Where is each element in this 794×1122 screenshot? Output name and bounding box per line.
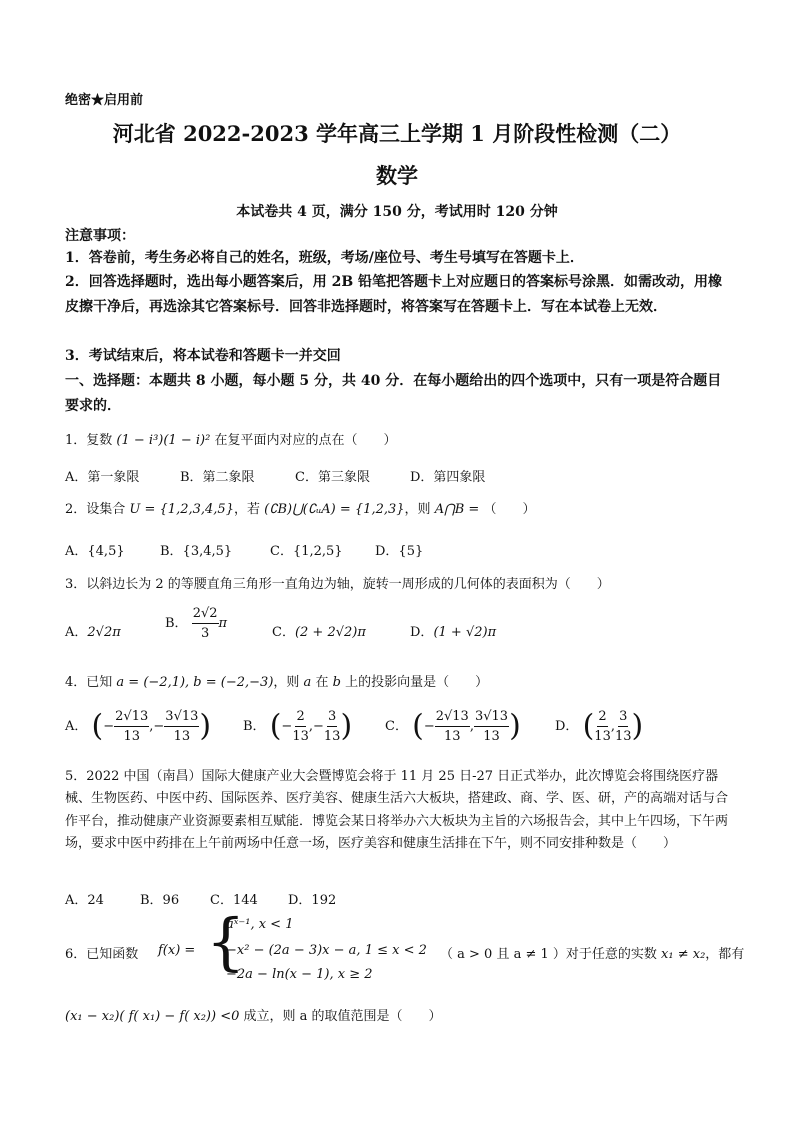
q3-option-c-label: C． xyxy=(272,625,295,640)
question-3: 3．以斜边长为 2 的等腰直角三角形一直角边为轴，旋转一周形成的几何体的表面积为（ ） xyxy=(65,577,610,592)
q5-option-d: D．192 xyxy=(288,893,337,908)
q6-x1x2: x₁ ≠ x₂ xyxy=(661,947,706,962)
q4-option-d-frac2 xyxy=(615,709,632,744)
q4-option-b-num2: 3 xyxy=(327,709,337,727)
q6-prefix: 6．已知函数 xyxy=(65,947,139,962)
q4-option-b-frac1 xyxy=(292,709,309,744)
q2-expression: (∁B)⋃(∁ᵤA) = {1,2,3} xyxy=(264,502,405,517)
q4-option-a-frac1 xyxy=(114,709,149,744)
q1-option-c: C．第三象限 xyxy=(295,470,370,485)
q6-tail: ，都有 xyxy=(705,947,745,962)
q4-option-d-num2: 3 xyxy=(618,709,628,727)
q4-option-d-den2: 13 xyxy=(614,729,632,744)
q4-option-a-paren-close: ) xyxy=(199,708,212,744)
q3-option-d-value: (1 + √2)π xyxy=(433,625,497,640)
q4-option-d-label: D． xyxy=(555,719,579,734)
q4-option-c-label: C． xyxy=(385,719,408,734)
q1-option-a: A．第一象限 xyxy=(65,470,140,485)
q3-option-b-denominator: 3 xyxy=(200,626,210,641)
q2-option-c: C．{1,2,5} xyxy=(270,544,343,559)
q4-suffix: 上的投影向量是（ ） xyxy=(345,675,489,690)
q6-case-2: −x² − (2a − 3)x − a, 1 ≤ x < 2 xyxy=(226,943,427,958)
q3-option-b-fraction xyxy=(192,606,219,641)
q4-option-c-frac2 xyxy=(474,709,509,744)
q3-option-c xyxy=(272,621,366,640)
q4-option-b-paren-open: ( xyxy=(269,708,282,744)
q5-option-b: B．96 xyxy=(140,893,180,908)
secret-label: 绝密★启用前 xyxy=(65,93,144,108)
q3-option-b xyxy=(165,606,227,641)
q1-option-d: D．第四象限 xyxy=(410,470,486,485)
q2-mid2: ，则 xyxy=(404,502,431,517)
q2-option-d: D．{5} xyxy=(375,544,424,559)
question-1 xyxy=(65,429,396,448)
q3-option-b-pi: π xyxy=(218,616,228,631)
q3-option-a-label: A． xyxy=(65,625,88,640)
q6-inequality: (x₁ − x₂)( f( x₁) − f( x₂)) <0 xyxy=(65,1009,240,1024)
exam-title: 河北省 2022-2023 学年高三上学期 1 月阶段性检测（二） xyxy=(112,121,682,146)
q4-option-c-num2: 3√13 xyxy=(474,709,509,727)
q4-option-d-den1: 13 xyxy=(594,729,611,744)
q3-option-d xyxy=(410,621,496,640)
q6-case-3: −2a − ln(x − 1), x ≥ 2 xyxy=(226,967,373,982)
q2-set-u: U = {1,2,3,4,5} xyxy=(129,502,234,517)
question-4 xyxy=(65,671,488,690)
q3-option-b-label: B． xyxy=(165,616,188,631)
q4-option-d: D． ( $\frac{2}{13}$ , $\frac{3}{13}$ ) xyxy=(555,708,644,744)
q4-option-b-den1: 13 xyxy=(292,729,309,744)
section1-heading: 一、选择题：本题共 8 小题，每小题 5 分，共 40 分．在每小题给出的四个选项中，只有一项是符合题目要求的． xyxy=(65,373,722,414)
subject-title: 数学 xyxy=(376,163,418,188)
q4-option-b-label: B． xyxy=(243,719,266,734)
notice-item-2: 2．回答选择题时，选出每小题答案后，用 2B 铅笔把答题卡上对应题日的答案标号涂黑．如需改动，用橡皮擦干净后，再选涂其它答案标号．回答非选择题时，将答案写在答题卡上．写在本试卷上无效． xyxy=(65,274,723,315)
q4-option-d-frac1 xyxy=(594,709,611,744)
q3-option-d-label: D． xyxy=(410,625,434,640)
q1-prefix: 1．复数 xyxy=(65,433,113,448)
q6-line-2 xyxy=(65,1005,442,1024)
q4-option-a-label: A． xyxy=(65,719,88,734)
q4-option-b-den2: 13 xyxy=(323,729,341,744)
q4-option-a-num1: 2√13 xyxy=(114,709,149,727)
q4-option-c-paren-open: ( xyxy=(412,708,424,744)
q4-option-c-den2: 13 xyxy=(483,729,500,744)
q4-option-a-frac2 xyxy=(164,709,199,744)
q4-option-b-frac2 xyxy=(324,709,341,744)
q4-option-c-num1: 2√13 xyxy=(435,709,470,727)
notice-heading: 注意事项： xyxy=(65,228,135,244)
q6-line-2-text: 成立，则 a 的取值范围是（ ） xyxy=(243,1009,442,1024)
q6-fx: f(x) = xyxy=(158,943,196,958)
q6-brace: { xyxy=(206,905,246,978)
q2-option-a: A．{4,5} xyxy=(65,544,125,559)
q4-option-c-den1: 13 xyxy=(444,729,461,744)
q4-vector-a: a xyxy=(303,675,312,690)
q4-option-b-num1: 2 xyxy=(295,709,305,727)
q4-option-c-frac1 xyxy=(435,709,470,744)
q2-suffix: （ ） xyxy=(483,502,536,517)
q3-option-c-value: (2 + 2√2)π xyxy=(294,625,366,640)
q2-prefix: 2．设集合 xyxy=(65,502,126,517)
q3-option-a-value: 2√2π xyxy=(87,625,121,640)
q4-option-d-paren-close: ) xyxy=(631,708,644,744)
q3-option-b-numerator: 2√2 xyxy=(192,606,219,624)
q6-condition xyxy=(440,943,744,962)
q4-mid: ，则 xyxy=(273,675,300,690)
exam-info: 本试卷共 4 页，满分 150 分，考试用时 120 分钟 xyxy=(236,204,558,220)
q2-mid: ，若 xyxy=(233,502,260,517)
question-2 xyxy=(65,498,535,517)
notice-item-3: 3．考试结束后，将本试卷和答题卡一并交回 xyxy=(65,348,341,364)
q4-option-a-den2: 13 xyxy=(173,729,191,744)
q1-option-b: B．第二象限 xyxy=(180,470,255,485)
q4-vector-b: b xyxy=(332,675,341,690)
q1-expression: (1 − i³)(1 − i)² xyxy=(116,433,211,448)
q4-option-b-paren-close: ) xyxy=(340,708,353,744)
q6-condition-text: （ a > 0 且 a ≠ 1 ）对于任意的实数 xyxy=(440,947,657,962)
q4-option-d-num1: 2 xyxy=(597,709,607,727)
q4-prefix: 4．已知 xyxy=(65,675,113,690)
q5-option-a: A．24 xyxy=(65,893,104,908)
q4-on: 在 xyxy=(315,675,329,690)
q4-option-b: B． (− $\frac{2}{13}$ ,− $\frac{3}{13}$ ) xyxy=(243,708,353,744)
notice-item-1: 1．答卷前，考生务必将自己的姓名，班级，考场/座位号、考生号填写在答题卡上． xyxy=(65,250,584,266)
q2-expression-2: A⋂B = xyxy=(434,502,480,517)
q4-vectors: a = (−2,1), b = (−2,−3) xyxy=(116,675,274,690)
q5-option-c: C．144 xyxy=(210,893,258,908)
q4-option-a: A． (− $\frac{2√13}{13}$ ,− $\frac{3√13}{13}$ ) xyxy=(65,708,212,744)
q2-option-b: B．{3,4,5} xyxy=(160,544,233,559)
question-5: 5．2022 中国（南昌）国际大健康产业大会暨博览会将于 11 月 25 日-27 日正式举办，此次博览会将围绕医疗器械、生物医药、中医中药、国际医养、医疗美容、健康生活六大板块，搭建政、商、学、医、研，产的高端对话与合作平台，推动健康产业资源要素相互赋能．博览会某日将举办六大板块为主旨的六场报告会，其中上午四场，下午两场，要求中医中药排在上午前两场中任意一场，医疗美容和健康生活排在下午，则不同安排种数是（ ） xyxy=(65,769,729,851)
q3-option-a xyxy=(65,621,121,640)
q1-suffix: 在复平面内对应的点在（ ） xyxy=(214,433,397,448)
q4-option-d-paren-open: ( xyxy=(582,708,595,744)
q4-option-c-paren-close: ) xyxy=(509,708,521,744)
q4-option-a-den1: 13 xyxy=(123,729,140,744)
q4-option-a-paren-open: ( xyxy=(91,708,104,744)
q6-case-1: aˣ⁻¹, x < 1 xyxy=(226,917,294,932)
q4-option-c: C． (− $\frac{2√13}{13}$ , $\frac{3√13}{13}$ ) xyxy=(385,708,521,744)
q4-option-a-num2: 3√13 xyxy=(164,709,199,727)
